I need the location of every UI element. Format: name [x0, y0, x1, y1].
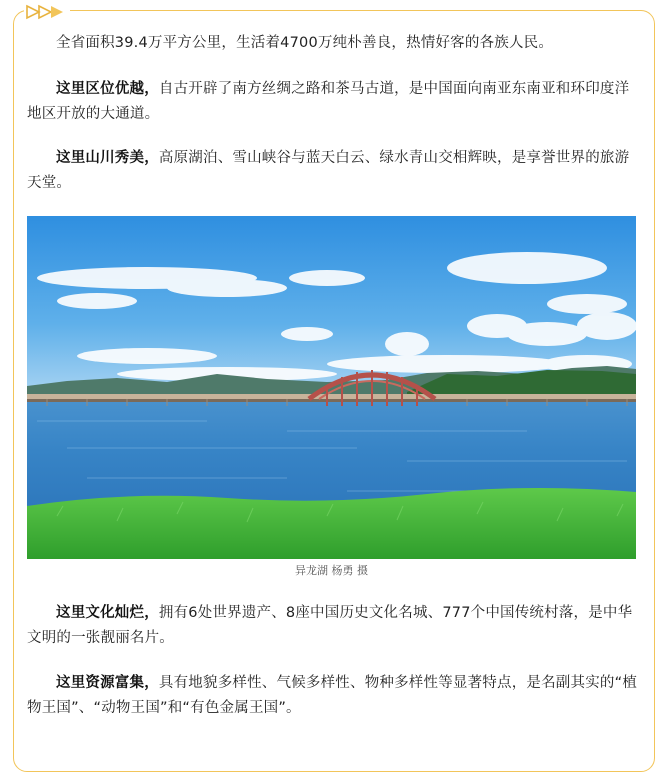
paragraph-text: 具有地貌多样性、气候多样性、物种多样性等显著特点，是名副其实的“植物王国”、“动物王国”和“有色金属王国”。 [27, 675, 638, 716]
paragraph-scenery [27, 146, 639, 196]
paragraph-text: 高原湖泊、雪山峡谷与蓝天白云、绿水青山交相辉映，是享誉世界的旅游天堂。 [27, 150, 630, 191]
paragraph-text: 拥有6处世界遗产、8座中国历史文化名城、777个中国传统村落，是中华文明的一张靓丽名片。 [27, 605, 633, 646]
paragraph-area [27, 31, 639, 56]
paragraph-culture [27, 601, 639, 651]
paragraph-lead: 这里区位优越， [56, 81, 159, 97]
lake-bridge-photo [27, 216, 636, 559]
paragraph-resources [27, 671, 639, 721]
paragraph-lead: 这里资源富集， [56, 675, 159, 691]
photo-caption: 异龙湖 杨勇 摄 [295, 564, 368, 577]
paragraph-location [27, 77, 639, 127]
paragraph-text: 全省面积39.4万平方公里，生活着4700万纯朴善良，热情好客的各族人民。 [56, 35, 554, 51]
paragraph-lead: 这里文化灿烂， [56, 605, 159, 621]
paragraph-text: 自古开辟了南方丝绸之路和茶马古道，是中国面向南亚东南亚和环印度洋地区开放的大通道。 [27, 81, 630, 122]
triangle-decoration-icon [24, 4, 70, 20]
paragraph-lead: 这里山川秀美， [56, 150, 159, 166]
